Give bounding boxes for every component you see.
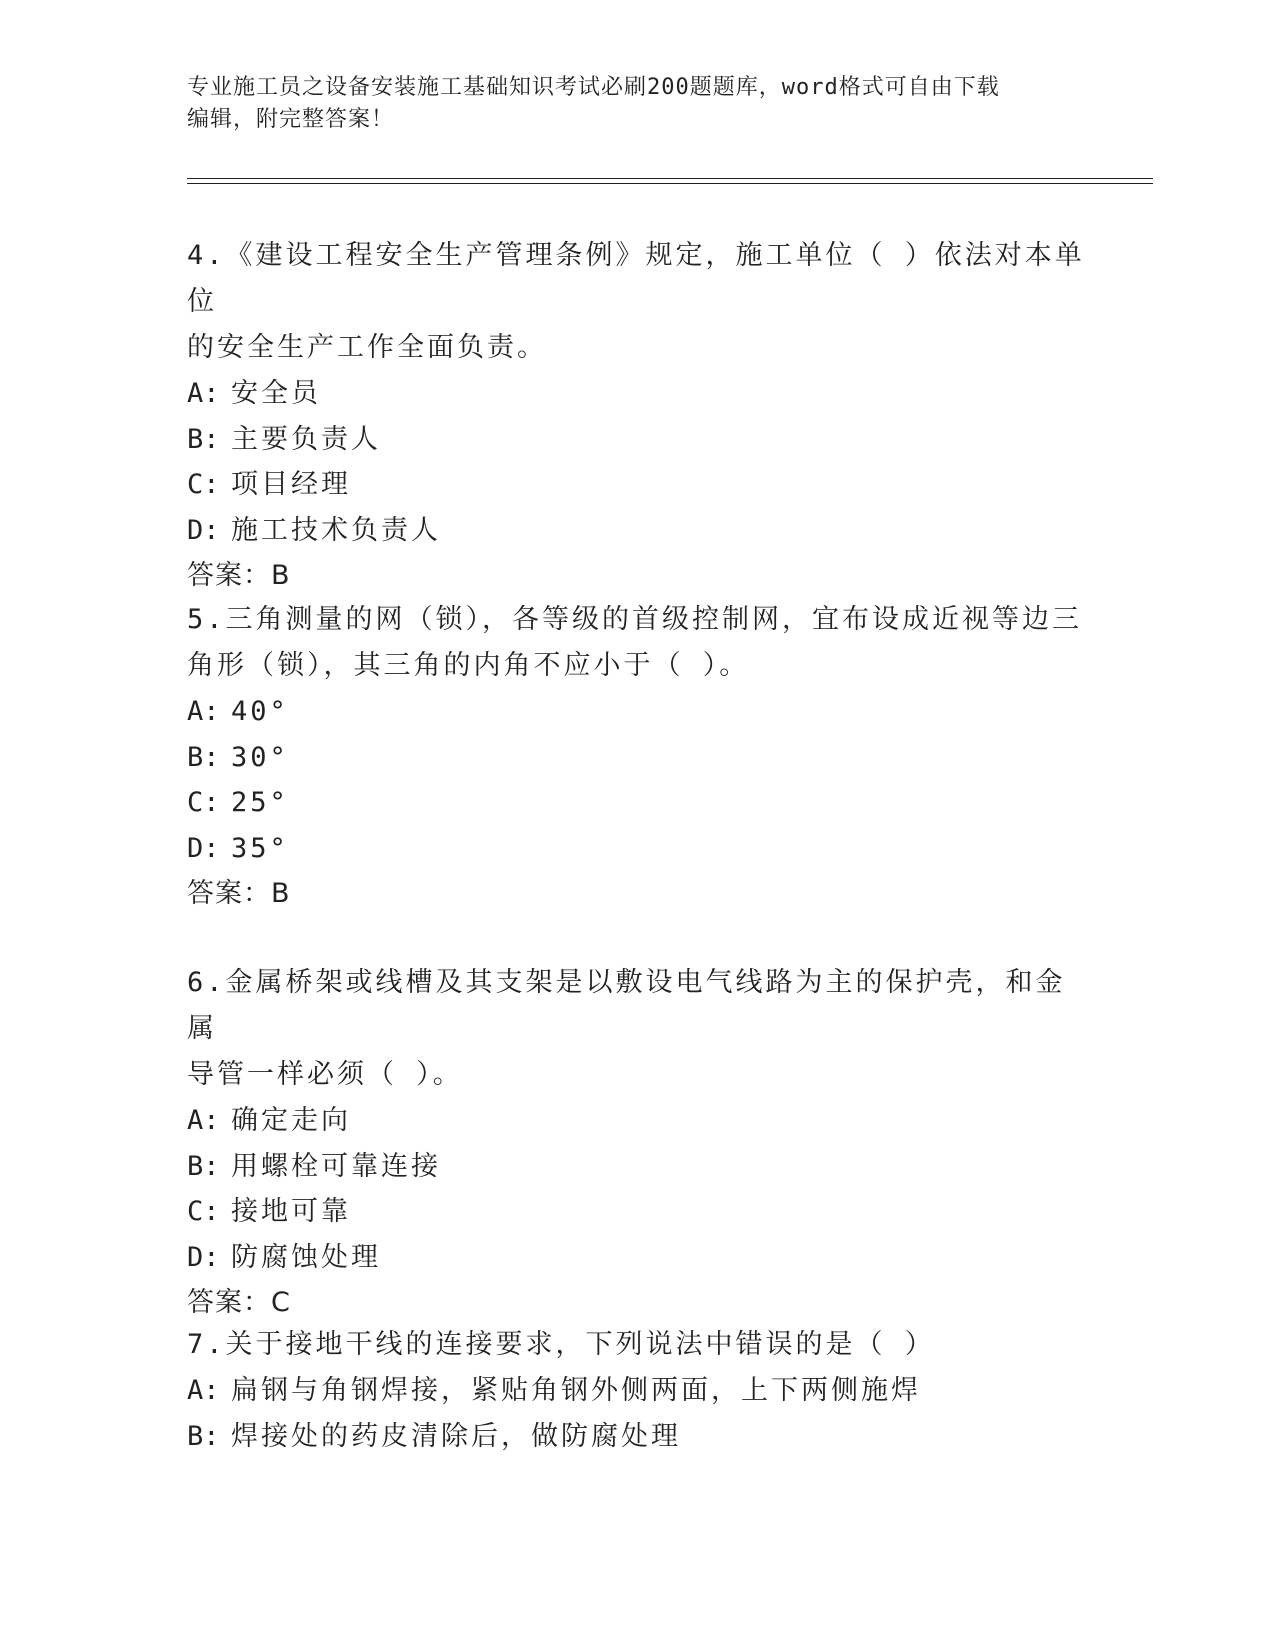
option-c [187, 1189, 1087, 1235]
option-b [187, 735, 1087, 781]
option-text: 项目经理 [231, 469, 351, 500]
option-text: 35° [231, 832, 289, 864]
option-d [187, 826, 1087, 872]
option-text: 25° [231, 787, 289, 818]
option-label: B: [187, 741, 220, 773]
question-stem-line: 7.关于接地干线的连接要求，下列说法中错误的是（ ） [187, 1329, 935, 1360]
option-label: C: [187, 1196, 220, 1227]
question-5 [187, 597, 1087, 917]
header-divider-bottom [187, 183, 1153, 184]
option-label: C: [187, 787, 220, 818]
option-d [187, 508, 1087, 554]
option-d [187, 1235, 1087, 1281]
option-label: D: [187, 514, 220, 546]
option-text: 接地可靠 [231, 1196, 351, 1227]
option-c [187, 462, 1087, 508]
option-text: 焊接处的药皮清除后，做防腐处理 [231, 1420, 681, 1452]
question-stem-line: 6.金属桥架或线槽及其支架是以敷设电气线路为主的保护壳，和金属 [187, 967, 1066, 1044]
option-label: D: [187, 1241, 220, 1273]
option-label: A: [187, 1105, 220, 1136]
question-stem-line: 角形（锁），其三角的内角不应小于（ ）。 [187, 650, 750, 681]
option-label: B: [187, 1150, 220, 1182]
question-6 [187, 960, 1087, 1326]
option-text: 防腐蚀处理 [231, 1241, 381, 1273]
option-label: C: [187, 469, 220, 500]
question-stem-line: 导管一样必须（ ）。 [187, 1059, 463, 1090]
option-text: 确定走向 [231, 1105, 351, 1136]
option-b [187, 1144, 1087, 1190]
answer-line: 答案：C [187, 1287, 291, 1318]
option-label: D: [187, 832, 220, 864]
option-text: 扁钢与角钢焊接，紧贴角钢外侧两面，上下两侧施焊 [231, 1375, 921, 1406]
question-stem-line: 的安全生产工作全面负责。 [187, 332, 547, 363]
option-label: A: [187, 378, 220, 409]
option-text: 40° [231, 696, 289, 727]
question-4 [187, 233, 1087, 599]
header-line-2: 编辑，附完整答案！ [187, 107, 395, 132]
option-text: 施工技术负责人 [231, 514, 441, 546]
option-a [187, 1098, 1087, 1144]
question-7 [187, 1322, 1087, 1459]
option-c [187, 780, 1087, 826]
question-stem-line: 4.《建设工程安全生产管理条例》规定，施工单位（ ）依法对本单位 [187, 240, 1085, 317]
answer-line: 答案：B [187, 878, 291, 909]
option-b [187, 1414, 1087, 1460]
option-label: A: [187, 696, 220, 727]
option-b [187, 417, 1087, 463]
option-label: A: [187, 1375, 220, 1406]
header-line-1: 专业施工员之设备安装施工基础知识考试必刷200题题库，word格式可自由下载 [187, 75, 1000, 100]
option-text: 安全员 [231, 378, 321, 409]
option-text: 30° [231, 741, 289, 773]
option-text: 主要负责人 [231, 423, 381, 455]
question-stem-line: 5.三角测量的网（锁），各等级的首级控制网，宜布设成近视等边三 [187, 604, 1083, 635]
document-header [187, 72, 1087, 136]
option-label: B: [187, 423, 220, 455]
option-label: B: [187, 1420, 220, 1452]
option-a [187, 371, 1087, 417]
option-a [187, 689, 1087, 735]
answer-line: 答案：B [187, 560, 291, 591]
header-divider-top [187, 178, 1153, 179]
option-a [187, 1368, 1087, 1414]
option-text: 用螺栓可靠连接 [231, 1150, 441, 1182]
